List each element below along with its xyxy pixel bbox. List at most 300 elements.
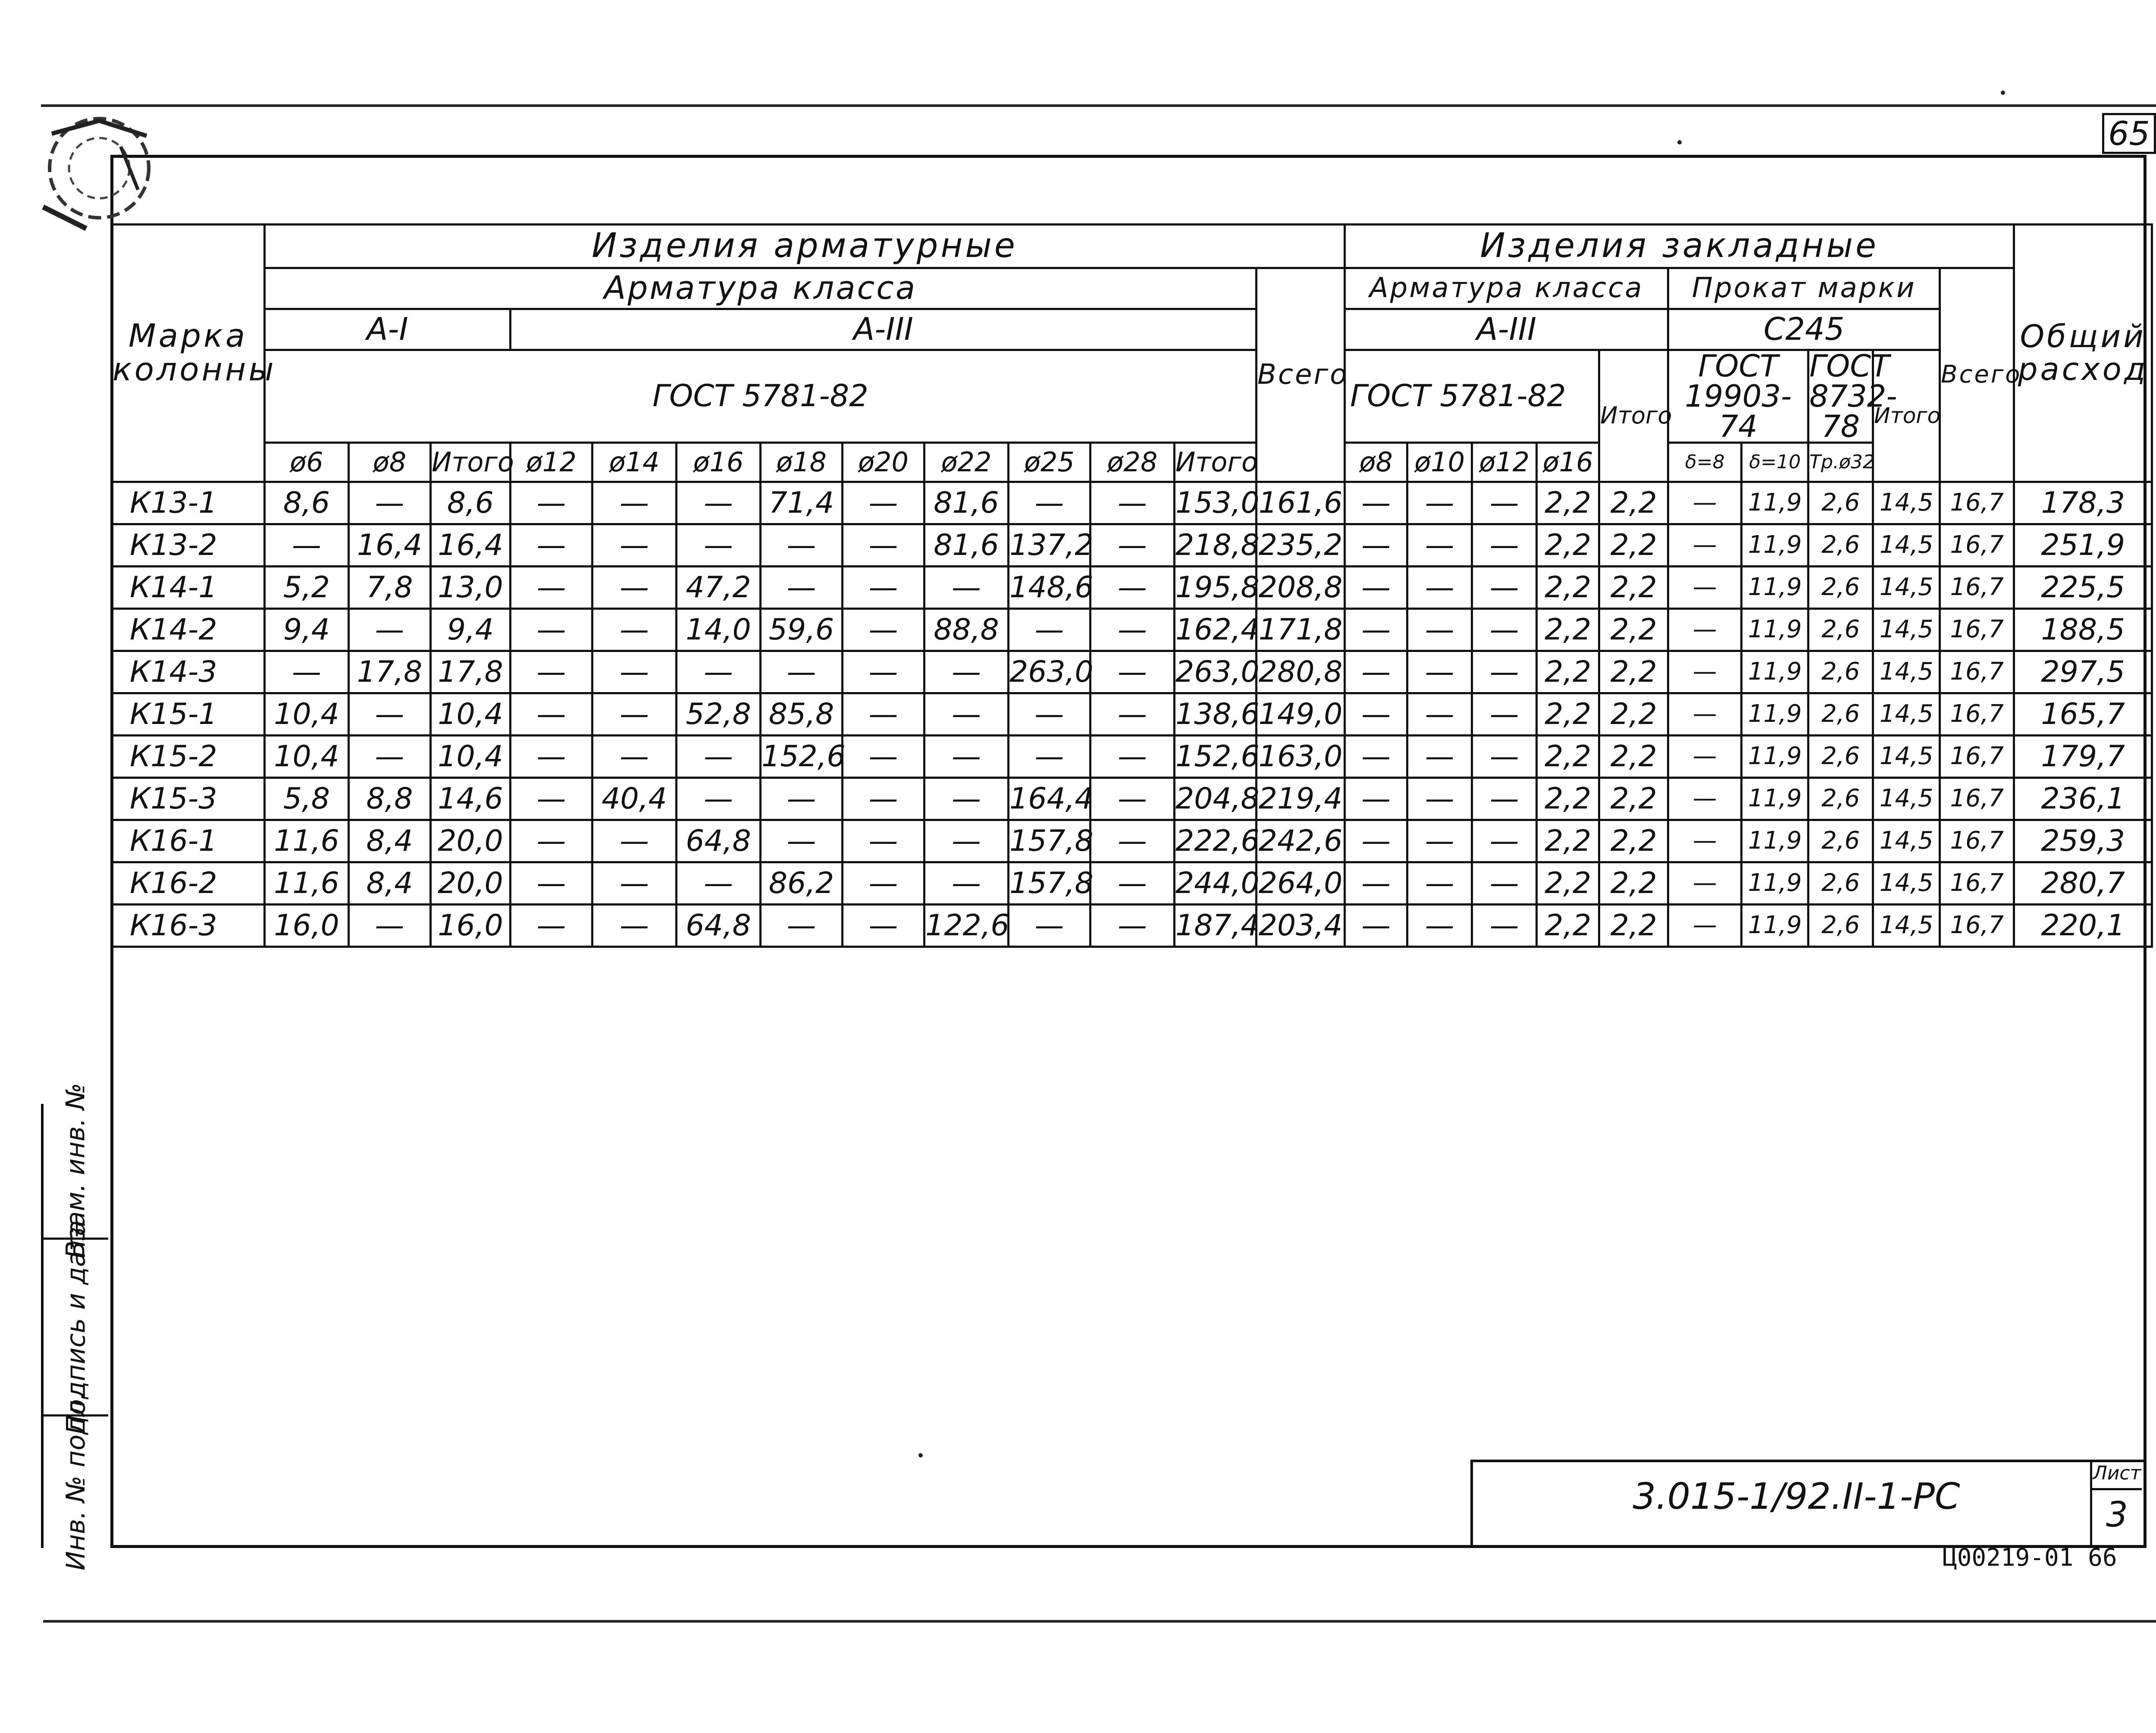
table-cell: — xyxy=(1091,778,1175,820)
table-cell: 14,5 xyxy=(1873,778,1940,820)
table-cell: 263,0 xyxy=(1175,651,1257,693)
table-cell: 16,7 xyxy=(1940,693,2014,736)
table-cell: 11,9 xyxy=(1742,905,1808,947)
header-class-a3: А-III xyxy=(511,309,1257,350)
table-cell: — xyxy=(1668,778,1742,820)
header-gost-rebar: ГОСТ 5781-82 xyxy=(265,350,1257,443)
table-cell: 11,6 xyxy=(265,862,349,905)
table-cell: 204,8 xyxy=(1175,778,1257,820)
table-cell: — xyxy=(677,651,761,693)
table-cell: — xyxy=(511,524,592,567)
table-cell: — xyxy=(761,820,843,862)
table-cell: 157,8 xyxy=(1009,820,1091,862)
table-cell: 280,7 xyxy=(2014,862,2152,905)
table-row xyxy=(112,693,2152,736)
table-cell: — xyxy=(677,524,761,567)
table-cell: 16,7 xyxy=(1940,567,2014,609)
table-cell: 165,7 xyxy=(2014,693,2152,736)
subheader-emb-col: ø10 xyxy=(1407,443,1472,482)
table-cell: — xyxy=(1668,524,1742,567)
rebar-spec-table xyxy=(110,223,2153,948)
table-cell: — xyxy=(1091,736,1175,778)
table-cell: — xyxy=(1668,905,1742,947)
table-cell: 8,6 xyxy=(265,482,349,524)
table-cell: — xyxy=(924,778,1009,820)
header-gost-8732: ГОСТ 8732-78 xyxy=(1808,350,1873,443)
header-emb-itogo: Итого xyxy=(1599,350,1668,482)
table-cell: 2,2 xyxy=(1537,651,1599,693)
document-code: 3.015-1/92.II-1-РС xyxy=(1633,1475,1960,1517)
table-cell: 47,2 xyxy=(677,567,761,609)
table-cell: 14,6 xyxy=(431,778,511,820)
table-cell: 2,2 xyxy=(1537,778,1599,820)
speck xyxy=(1677,140,1682,144)
table-cell: 8,4 xyxy=(349,862,431,905)
table-cell: — xyxy=(511,778,592,820)
table-cell: 236,1 xyxy=(2014,778,2152,820)
table-cell: 203,4 xyxy=(1257,905,1345,947)
table-cell: — xyxy=(1091,482,1175,524)
table-cell: 9,4 xyxy=(265,609,349,651)
table-cell: 14,5 xyxy=(1873,736,1940,778)
header-emb-class-a3: А-III xyxy=(1345,309,1668,350)
table-cell: — xyxy=(761,567,843,609)
table-cell: — xyxy=(1472,778,1537,820)
table-cell: 11,9 xyxy=(1742,693,1808,736)
table-cell: — xyxy=(1407,693,1472,736)
row-column-mark: К16-2 xyxy=(112,862,265,905)
table-cell: 222,6 xyxy=(1175,820,1257,862)
table-cell: — xyxy=(592,567,677,609)
row-column-mark: К15-1 xyxy=(112,693,265,736)
table-cell: — xyxy=(265,524,349,567)
table-cell: — xyxy=(592,820,677,862)
table-cell: 2,6 xyxy=(1808,482,1873,524)
page-number: 65 xyxy=(2102,113,2156,154)
table-cell: 14,0 xyxy=(677,609,761,651)
table-cell: 14,5 xyxy=(1873,524,1940,567)
table-cell: — xyxy=(511,736,592,778)
subheader-emb-col: ø16 xyxy=(1537,443,1599,482)
table-cell: — xyxy=(677,862,761,905)
table-cell: — xyxy=(1091,609,1175,651)
table-cell: — xyxy=(843,609,924,651)
table-cell: — xyxy=(1472,609,1537,651)
header-total-rebar: Всего xyxy=(1257,268,1345,482)
header-embedded-items: Изделия закладные xyxy=(1345,225,2014,268)
table-cell: 251,9 xyxy=(2014,524,2152,567)
table-cell: — xyxy=(349,905,431,947)
table-cell: 2,2 xyxy=(1599,651,1668,693)
table-cell: — xyxy=(924,736,1009,778)
table-cell: — xyxy=(1407,651,1472,693)
table-cell: 8,6 xyxy=(431,482,511,524)
table-cell: — xyxy=(1407,609,1472,651)
table-cell: 88,8 xyxy=(924,609,1009,651)
table-cell: 16,7 xyxy=(1940,905,2014,947)
table-cell: — xyxy=(924,693,1009,736)
table-cell: — xyxy=(349,693,431,736)
table-cell: — xyxy=(1009,482,1091,524)
table-cell: — xyxy=(1472,524,1537,567)
table-cell: — xyxy=(1472,862,1537,905)
table-cell: 219,4 xyxy=(1257,778,1345,820)
table-cell: 2,6 xyxy=(1808,905,1873,947)
table-cell: 13,0 xyxy=(431,567,511,609)
table-cell: 17,8 xyxy=(349,651,431,693)
table-cell: 20,0 xyxy=(431,862,511,905)
sheet-cell xyxy=(2090,1462,2144,1545)
table-cell: 2,2 xyxy=(1599,820,1668,862)
table-cell: 14,5 xyxy=(1873,693,1940,736)
table-cell: 14,5 xyxy=(1873,651,1940,693)
table-row xyxy=(112,567,2152,609)
table-cell: — xyxy=(1091,567,1175,609)
table-cell: — xyxy=(349,736,431,778)
table-cell: — xyxy=(761,651,843,693)
table-cell: — xyxy=(1345,609,1407,651)
table-cell: 5,2 xyxy=(265,567,349,609)
table-cell: 153,0 xyxy=(1175,482,1257,524)
header-emb-rebar-class: Арматура класса xyxy=(1345,268,1668,309)
table-row xyxy=(112,651,2152,693)
table-cell: 16,7 xyxy=(1940,609,2014,651)
table-cell: — xyxy=(843,651,924,693)
table-cell: — xyxy=(1472,820,1537,862)
row-column-mark: К14-2 xyxy=(112,609,265,651)
table-cell: 2,2 xyxy=(1599,524,1668,567)
bottom-border-line xyxy=(43,1620,2156,1623)
sheet-label: Лист xyxy=(2092,1462,2142,1490)
table-cell: — xyxy=(924,820,1009,862)
table-cell: — xyxy=(1009,736,1091,778)
table-cell: — xyxy=(592,651,677,693)
table-cell: — xyxy=(511,905,592,947)
table-cell: — xyxy=(1407,905,1472,947)
table-cell: 16,7 xyxy=(1940,524,2014,567)
table-cell: — xyxy=(1345,482,1407,524)
table-cell: 64,8 xyxy=(677,905,761,947)
table-cell: 2,6 xyxy=(1808,778,1873,820)
table-cell: 2,6 xyxy=(1808,736,1873,778)
table-cell: — xyxy=(677,736,761,778)
top-border-line xyxy=(41,104,2156,107)
table-cell: 16,7 xyxy=(1940,736,2014,778)
table-cell: 11,9 xyxy=(1742,651,1808,693)
table-cell: 14,5 xyxy=(1873,905,1940,947)
header-column-mark: Марка колонны xyxy=(112,225,265,482)
table-cell: — xyxy=(511,609,592,651)
table-cell: — xyxy=(1407,524,1472,567)
table-cell: 2,2 xyxy=(1599,567,1668,609)
table-cell: 2,2 xyxy=(1599,693,1668,736)
table-cell: 11,9 xyxy=(1742,524,1808,567)
table-cell: 162,4 xyxy=(1175,609,1257,651)
table-cell: 242,6 xyxy=(1257,820,1345,862)
table-cell: — xyxy=(1668,820,1742,862)
table-cell: 16,4 xyxy=(349,524,431,567)
table-cell: 297,5 xyxy=(2014,651,2152,693)
table-cell: 2,2 xyxy=(1537,905,1599,947)
table-cell: 2,2 xyxy=(1537,693,1599,736)
table-cell: 2,6 xyxy=(1808,693,1873,736)
table-cell: 10,4 xyxy=(431,736,511,778)
subheader-a3-col: ø25 xyxy=(1009,443,1091,482)
speck xyxy=(2001,91,2005,95)
table-cell: 157,8 xyxy=(1009,862,1091,905)
table-cell: 16,4 xyxy=(431,524,511,567)
table-cell: — xyxy=(1091,524,1175,567)
table-cell: — xyxy=(1345,862,1407,905)
table-cell: 14,5 xyxy=(1873,482,1940,524)
table-cell: — xyxy=(592,905,677,947)
subheader-a3-col: ø20 xyxy=(843,443,924,482)
table-cell: — xyxy=(1345,693,1407,736)
table-cell: 85,8 xyxy=(761,693,843,736)
table-cell: 152,6 xyxy=(1175,736,1257,778)
table-cell: — xyxy=(924,651,1009,693)
table-cell: 2,6 xyxy=(1808,820,1873,862)
table-cell: 16,7 xyxy=(1940,862,2014,905)
table-cell: — xyxy=(1407,820,1472,862)
table-cell: — xyxy=(1009,609,1091,651)
table-row xyxy=(112,820,2152,862)
table-cell: — xyxy=(1472,482,1537,524)
table-cell: 14,5 xyxy=(1873,567,1940,609)
table-cell: — xyxy=(1472,567,1537,609)
table-cell: 171,8 xyxy=(1257,609,1345,651)
table-cell: — xyxy=(843,524,924,567)
table-cell: 2,2 xyxy=(1599,609,1668,651)
table-cell: — xyxy=(349,609,431,651)
table-cell: 64,8 xyxy=(677,820,761,862)
table-cell: — xyxy=(677,482,761,524)
table-row xyxy=(112,482,2152,524)
table-cell: — xyxy=(843,693,924,736)
table-cell: 11,9 xyxy=(1742,820,1808,862)
table-cell: — xyxy=(843,862,924,905)
table-cell: 122,6 xyxy=(924,905,1009,947)
table-cell: — xyxy=(843,778,924,820)
table-cell: — xyxy=(843,482,924,524)
table-cell: — xyxy=(1668,609,1742,651)
header-total-overall: Общий расход xyxy=(2014,225,2152,482)
table-cell: 11,9 xyxy=(1742,736,1808,778)
table-cell: — xyxy=(1472,651,1537,693)
subheader-a3-col: ø28 xyxy=(1091,443,1175,482)
table-cell: 14,5 xyxy=(1873,862,1940,905)
table-cell: — xyxy=(265,651,349,693)
side-sign-date: Подпись и дата xyxy=(44,1240,108,1416)
subheader-a3-col: ø14 xyxy=(592,443,677,482)
table-cell: 2,6 xyxy=(1808,567,1873,609)
table-row xyxy=(112,524,2152,567)
table-cell: 2,2 xyxy=(1537,820,1599,862)
row-column-mark: К15-2 xyxy=(112,736,265,778)
table-cell: 17,8 xyxy=(431,651,511,693)
table-cell: — xyxy=(1345,524,1407,567)
table-cell: — xyxy=(511,567,592,609)
table-cell: 86,2 xyxy=(761,862,843,905)
table-cell: 59,6 xyxy=(761,609,843,651)
table-cell: 11,6 xyxy=(265,820,349,862)
table-cell: 259,3 xyxy=(2014,820,2152,862)
table-row xyxy=(112,736,2152,778)
subheader-a3-col: ø12 xyxy=(511,443,592,482)
table-cell: 149,0 xyxy=(1257,693,1345,736)
subheader-a3-col: ø16 xyxy=(677,443,761,482)
table-cell: 14,5 xyxy=(1873,820,1940,862)
table-cell: 11,9 xyxy=(1742,482,1808,524)
table-cell: 11,9 xyxy=(1742,862,1808,905)
row-column-mark: К13-1 xyxy=(112,482,265,524)
side-inv-orig: Инв. № подл. xyxy=(61,1392,91,1570)
table-cell: — xyxy=(511,651,592,693)
table-cell: 11,9 xyxy=(1742,778,1808,820)
table-cell: 16,0 xyxy=(431,905,511,947)
table-cell: 2,2 xyxy=(1599,482,1668,524)
table-cell: — xyxy=(1668,482,1742,524)
table-cell: 10,4 xyxy=(265,736,349,778)
table-row xyxy=(112,778,2152,820)
table-cell: 178,3 xyxy=(2014,482,2152,524)
table-cell: — xyxy=(924,862,1009,905)
table-cell: — xyxy=(1009,693,1091,736)
table-cell: 16,7 xyxy=(1940,778,2014,820)
table-cell: 2,6 xyxy=(1808,651,1873,693)
table-cell: 81,6 xyxy=(924,482,1009,524)
archive-code: Ц00219-01 66 xyxy=(1943,1544,2117,1572)
table-cell: 280,8 xyxy=(1257,651,1345,693)
table-cell: 16,7 xyxy=(1940,651,2014,693)
subheader-emb-col: ø12 xyxy=(1472,443,1537,482)
table-cell: 195,8 xyxy=(1175,567,1257,609)
table-cell: 2,6 xyxy=(1808,862,1873,905)
table-cell: 263,0 xyxy=(1009,651,1091,693)
table-cell: — xyxy=(1345,905,1407,947)
header-rolled-c245: С245 xyxy=(1668,309,1940,350)
header-class-a1: А-I xyxy=(265,309,511,350)
table-cell: — xyxy=(1407,482,1472,524)
table-cell: 2,2 xyxy=(1537,567,1599,609)
table-cell: — xyxy=(1091,693,1175,736)
table-cell: 137,2 xyxy=(1009,524,1091,567)
table-cell: 2,2 xyxy=(1599,778,1668,820)
header-emb-gost: ГОСТ 5781-82 xyxy=(1345,350,1599,443)
table-cell: 235,2 xyxy=(1257,524,1345,567)
table-cell: 220,1 xyxy=(2014,905,2152,947)
table-cell: — xyxy=(843,567,924,609)
side-replace-inv: Взам. инв. № xyxy=(44,1104,108,1240)
table-cell: 161,6 xyxy=(1257,482,1345,524)
subheader-a1-col: ø6 xyxy=(265,443,349,482)
table-cell: 5,8 xyxy=(265,778,349,820)
table-cell: 10,4 xyxy=(265,693,349,736)
table-cell: — xyxy=(592,609,677,651)
table-cell: 2,2 xyxy=(1537,736,1599,778)
table-cell: 2,6 xyxy=(1808,524,1873,567)
table-row xyxy=(112,905,2152,947)
table-cell: 2,2 xyxy=(1599,736,1668,778)
table-cell: — xyxy=(1668,862,1742,905)
header-rolled-itogo: Итого xyxy=(1873,350,1940,482)
table-cell: — xyxy=(761,778,843,820)
table-cell: — xyxy=(1668,567,1742,609)
table-cell: 7,8 xyxy=(349,567,431,609)
table-cell: 164,4 xyxy=(1009,778,1091,820)
table-cell: — xyxy=(1091,905,1175,947)
table-cell: — xyxy=(1009,905,1091,947)
table-cell: — xyxy=(511,482,592,524)
table-cell: 16,7 xyxy=(1940,820,2014,862)
table-cell: 188,5 xyxy=(2014,609,2152,651)
table-cell: — xyxy=(924,567,1009,609)
table-cell: — xyxy=(511,693,592,736)
title-block xyxy=(1470,1460,2147,1548)
subheader-rolled-col: Тр.ø32 xyxy=(1808,443,1873,482)
table-cell: — xyxy=(592,693,677,736)
table-cell: 264,0 xyxy=(1257,862,1345,905)
row-column-mark: К15-3 xyxy=(112,778,265,820)
table-cell: 8,4 xyxy=(349,820,431,862)
table-cell: 2,2 xyxy=(1537,482,1599,524)
table-cell: — xyxy=(1407,736,1472,778)
header-rolled-grade: Прокат марки xyxy=(1668,268,1940,309)
table-cell: — xyxy=(1668,693,1742,736)
table-cell: 9,4 xyxy=(431,609,511,651)
subheader-a1-col: Итого xyxy=(431,443,511,482)
table-cell: — xyxy=(511,862,592,905)
table-row xyxy=(112,609,2152,651)
table-cell: — xyxy=(592,736,677,778)
table-cell: — xyxy=(1091,862,1175,905)
table-cell: 2,2 xyxy=(1599,905,1668,947)
table-cell: 2,2 xyxy=(1537,862,1599,905)
table-cell: 218,8 xyxy=(1175,524,1257,567)
table-cell: 179,7 xyxy=(2014,736,2152,778)
subheader-a3-col: ø22 xyxy=(924,443,1009,482)
table-cell: — xyxy=(761,905,843,947)
table-cell: — xyxy=(1407,778,1472,820)
table-cell: — xyxy=(843,905,924,947)
table-cell: — xyxy=(843,736,924,778)
table-cell: — xyxy=(1091,651,1175,693)
row-column-mark: К13-2 xyxy=(112,524,265,567)
table-cell: 2,6 xyxy=(1808,609,1873,651)
header-rebar-items: Изделия арматурные xyxy=(265,225,1345,268)
table-row xyxy=(112,862,2152,905)
table-cell: — xyxy=(1407,862,1472,905)
table-cell: 208,8 xyxy=(1257,567,1345,609)
row-column-mark: К14-3 xyxy=(112,651,265,693)
table-cell: — xyxy=(843,820,924,862)
table-cell: 11,9 xyxy=(1742,567,1808,609)
row-column-mark: К16-3 xyxy=(112,905,265,947)
table-cell: 20,0 xyxy=(431,820,511,862)
table-cell: 14,5 xyxy=(1873,609,1940,651)
table-cell: — xyxy=(677,778,761,820)
row-column-mark: К16-1 xyxy=(112,820,265,862)
header-gost-19903: ГОСТ 19903-74 xyxy=(1668,350,1808,443)
table-cell: — xyxy=(1345,736,1407,778)
header-rebar-class: Арматура класса xyxy=(265,268,1257,309)
table-cell: — xyxy=(511,820,592,862)
table-cell: — xyxy=(1345,651,1407,693)
table-cell: 16,7 xyxy=(1940,482,2014,524)
table-cell: 16,0 xyxy=(265,905,349,947)
table-cell: 152,6 xyxy=(761,736,843,778)
table-cell: 11,9 xyxy=(1742,609,1808,651)
